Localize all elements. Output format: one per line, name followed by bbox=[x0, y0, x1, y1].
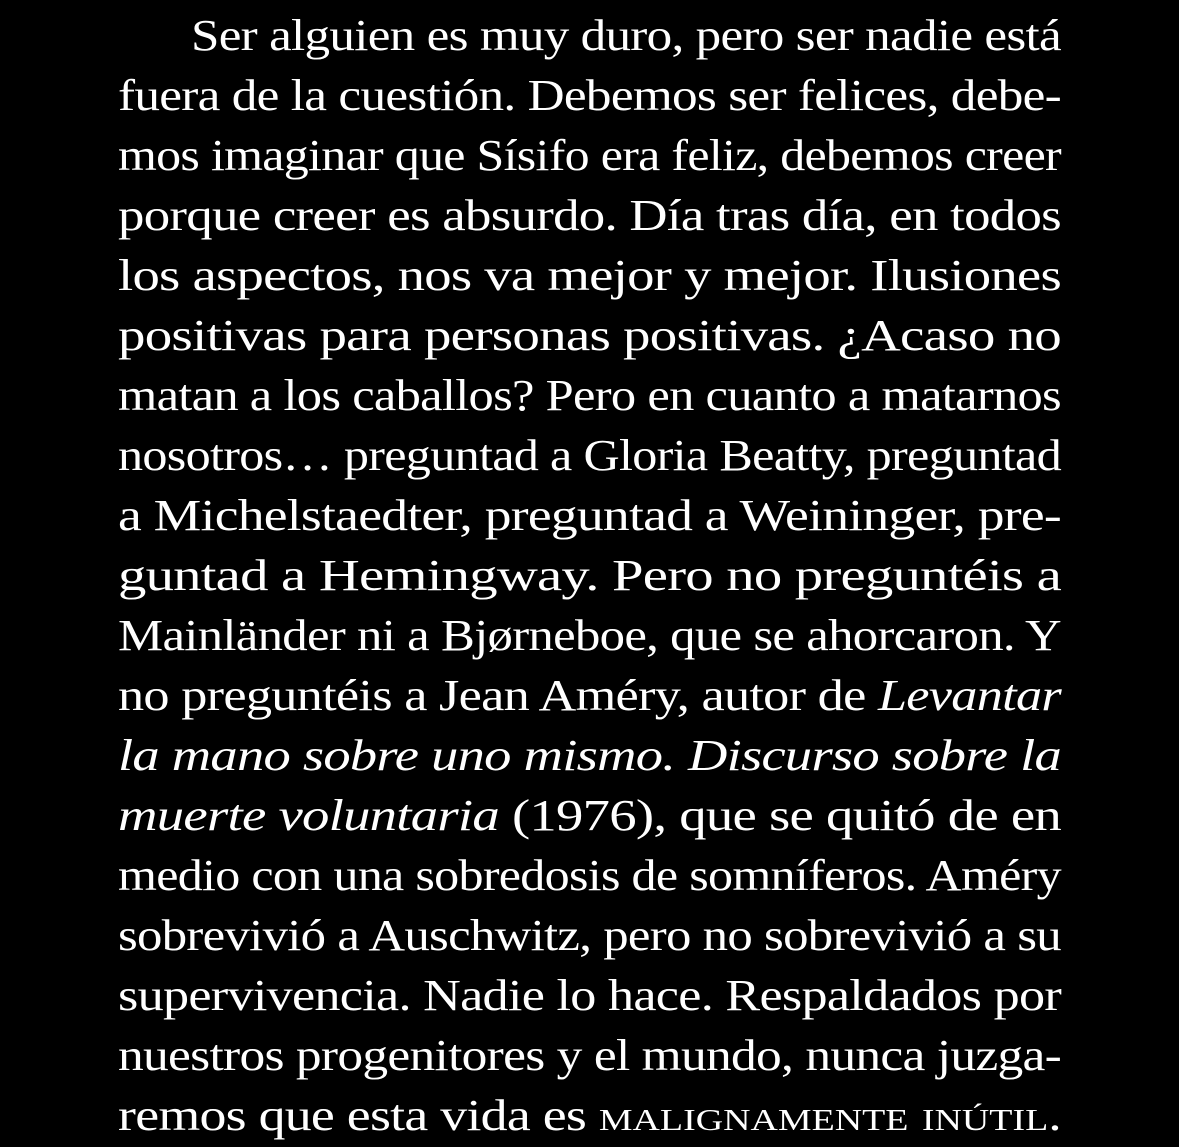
text-segment: positivas para personas positivas. ¿Acaso no bbox=[118, 311, 1061, 360]
text-line bbox=[118, 66, 1061, 126]
text-segment: mos imaginar que Sísifo era feliz, debemos creer bbox=[118, 131, 1061, 180]
text-line bbox=[118, 606, 1061, 666]
text-segment: nosotros… preguntad a Gloria Beatty, preguntad bbox=[118, 431, 1061, 480]
text-segment: remos que esta vida es bbox=[118, 1091, 599, 1140]
text-segment: nuestros progenitores y el mundo, nunca juzga- bbox=[118, 1031, 1061, 1080]
text-segment: supervivencia. Nadie lo hace. Respaldados por bbox=[118, 971, 1061, 1020]
text-segment: Ser alguien es muy duro, pero ser nadie está bbox=[191, 11, 1061, 60]
text-line bbox=[118, 666, 1061, 726]
text-line bbox=[118, 906, 1061, 966]
text-segment: sobrevivió a Auschwitz, pero no sobrevivió a su bbox=[118, 911, 1061, 960]
text-line bbox=[118, 126, 1061, 186]
text-line bbox=[118, 6, 1061, 66]
text-segment: a Michelstaedter, preguntad a Weininger, pre- bbox=[118, 491, 1061, 540]
text-segment: porque creer es absurdo. Día tras día, en todos bbox=[118, 191, 1061, 240]
text-segment: medio con una sobredosis de somníferos. Améry bbox=[118, 851, 1061, 900]
text-segment: matan a los caballos? Pero en cuanto a matarnos bbox=[118, 371, 1061, 420]
text-segment: . bbox=[1048, 1091, 1061, 1140]
text-line bbox=[118, 1086, 1061, 1146]
text-line bbox=[118, 786, 1061, 846]
text-line bbox=[118, 306, 1061, 366]
text-segment: (1976), que se quitó de en bbox=[499, 791, 1061, 840]
text-line bbox=[118, 486, 1061, 546]
text-line bbox=[118, 966, 1061, 1026]
document-page bbox=[118, 6, 1061, 1146]
text-line bbox=[118, 846, 1061, 906]
text-line bbox=[118, 426, 1061, 486]
text-segment: fuera de la cuestión. Debemos ser felices, debe- bbox=[118, 71, 1061, 120]
text-segment: Mainländer ni a Bjørneboe, que se ahorcaron. Y bbox=[118, 611, 1061, 660]
text-line bbox=[118, 1026, 1061, 1086]
text-line bbox=[118, 726, 1061, 786]
text-segment: los aspectos, nos va mejor y mejor. Ilusiones bbox=[118, 251, 1061, 300]
text-line bbox=[118, 546, 1061, 606]
small-caps-emphasis: malignamente inútil bbox=[598, 1091, 1049, 1140]
book-title-italic: la mano sobre uno mismo. Discurso sobre la bbox=[118, 731, 1061, 780]
text-segment: no preguntéis a Jean Améry, autor de bbox=[118, 671, 878, 720]
book-title-italic: Levantar bbox=[877, 671, 1061, 720]
text-line bbox=[118, 246, 1061, 306]
text-segment: guntad a Hemingway. Pero no preguntéis a bbox=[118, 551, 1061, 600]
book-title-italic: muerte voluntaria bbox=[118, 791, 500, 840]
text-line bbox=[118, 186, 1061, 246]
text-line bbox=[118, 366, 1061, 426]
body-paragraph bbox=[118, 6, 1061, 1146]
